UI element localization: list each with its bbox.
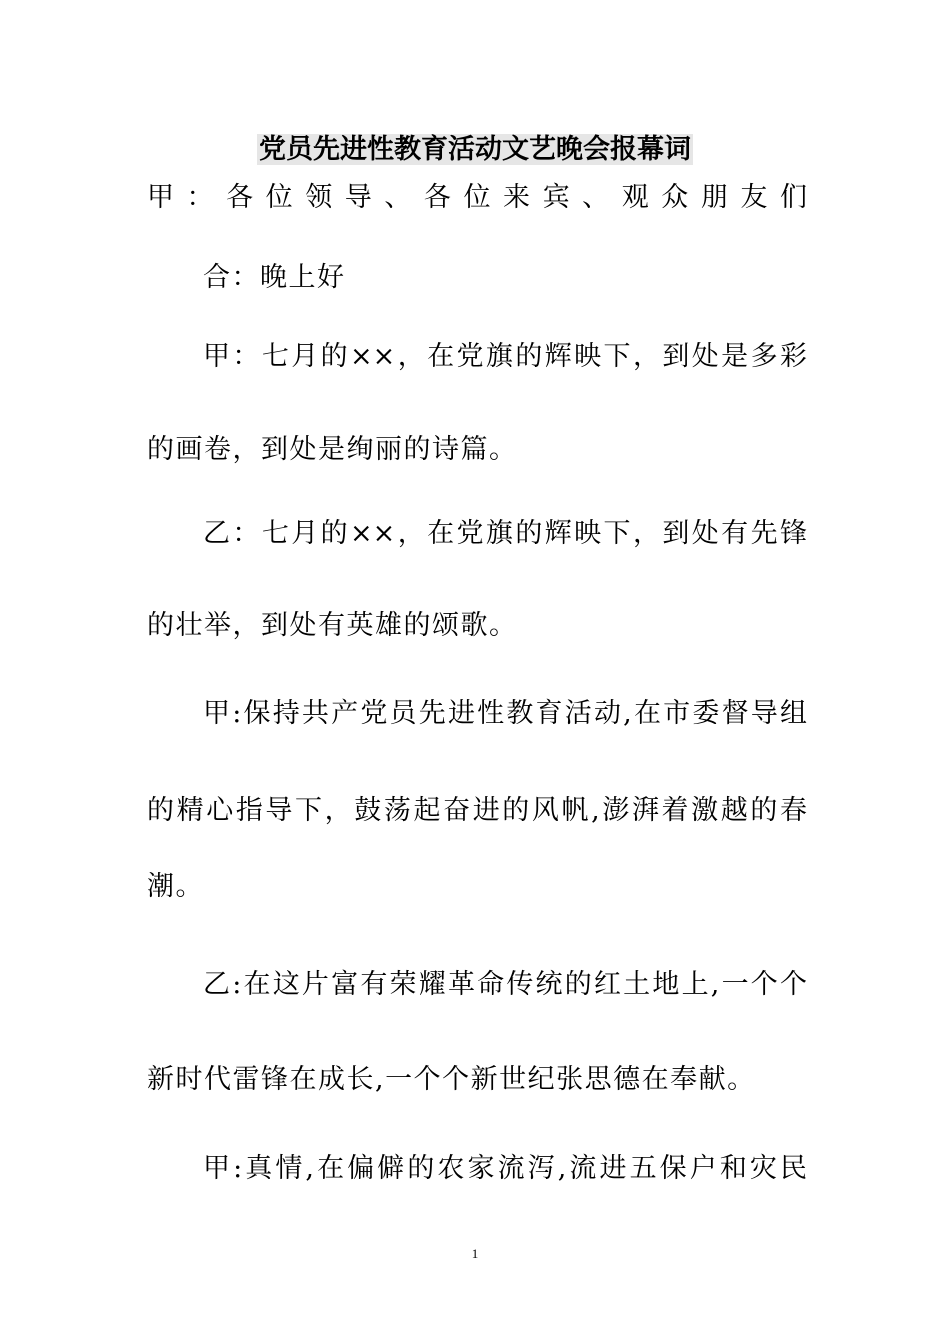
paragraph-line: 乙:在这片富有荣耀革命传统的红土地上,一个个 — [203, 969, 807, 1000]
paragraph-line: 潮。 — [147, 871, 204, 902]
paragraph-line: 甲：七月的××，在党旗的辉映下，到处是多彩 — [203, 341, 807, 372]
paragraph-line: 的画卷，到处是绚丽的诗篇。 — [147, 434, 518, 465]
paragraph-line: 甲:保持共产党员先进性教育活动,在市委督导组 — [203, 698, 807, 729]
paragraph-line: 合：晚上好 — [203, 262, 346, 293]
paragraph-line: 的精心指导下，鼓荡起奋进的风帆,澎湃着激越的春 — [147, 795, 807, 826]
paragraph-line: 甲:真情,在偏僻的农家流泻,流进五保户和灾民 — [203, 1153, 807, 1184]
page-number: 1 — [471, 1246, 479, 1261]
document-title — [0, 130, 950, 170]
paragraph-line: 乙：七月的××，在党旗的辉映下，到处有先锋 — [203, 518, 807, 549]
document-title-text: 党员先进性教育活动文艺晚会报幕词 — [259, 134, 691, 165]
paragraph-line: 甲：各位领导、各位来宾、观众朋友们 — [147, 182, 807, 213]
paragraph-line: 的壮举，到处有英雄的颂歌。 — [147, 610, 518, 641]
paragraph-line: 新时代雷锋在成长,一个个新世纪张思德在奉献。 — [147, 1064, 756, 1095]
